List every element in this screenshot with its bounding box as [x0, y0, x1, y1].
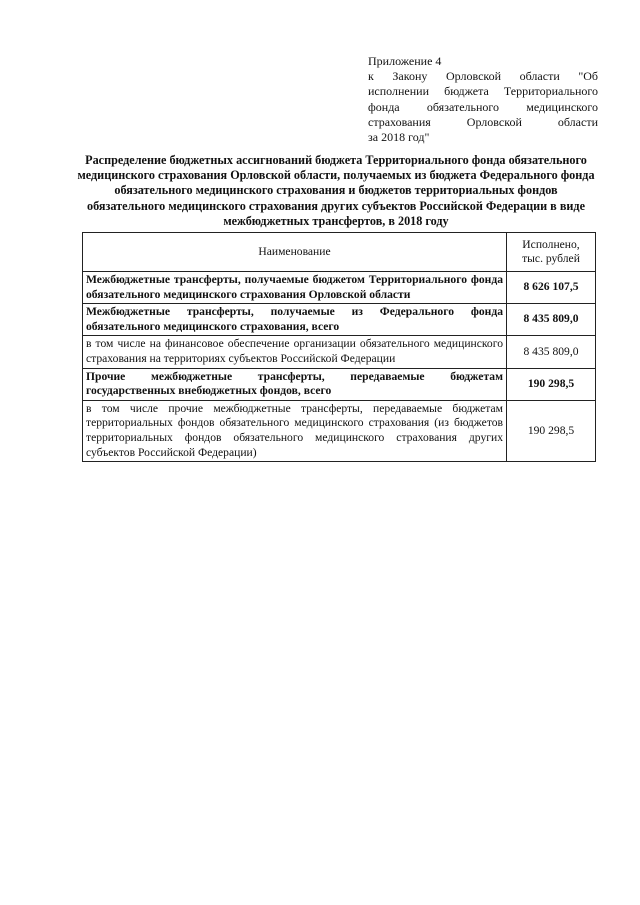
budget-table: [82, 232, 596, 462]
header-value-line: Исполнено,: [522, 238, 580, 251]
appendix-line: фонда обязательного медицинского: [368, 99, 598, 114]
table-row: [83, 336, 596, 368]
table-row: [83, 400, 596, 461]
appendix-line: страхования Орловской области: [368, 114, 598, 129]
appendix-note: [368, 54, 598, 145]
appendix-number: Приложение 4: [368, 54, 442, 68]
document-title: Распределение бюджетных ассигнований бюджета Территориального фонда обязательного медицинского страхования Орловской области, получаемых из бюджета Федерального фонда обязательного медицинского страхования и бюджетов территориальных фондов обязательного медицинского страхования других субъектов Российской Федерации в виде межбюджетных трансфертов, в 2018 году: [77, 153, 595, 228]
row-value: 8 435 809,0: [507, 336, 596, 368]
row-name: в том числе прочие межбюджетные трансферты, передаваемые бюджетам территориальных фондов обязательного медицинского страхования (из бюджетов территориальных фондов обязательного медицинского страхования других субъектов Российской Федерации): [83, 400, 507, 461]
row-value: 190 298,5: [507, 368, 596, 400]
header-value-line: тыс. рублей: [522, 252, 580, 265]
table-row: [83, 368, 596, 400]
appendix-line: исполнении бюджета Территориального: [368, 84, 598, 99]
row-name: в том числе на финансовое обеспечение организации обязательного медицинского страхования на территориях субъектов Российской Федерации: [83, 336, 507, 368]
row-value: 8 435 809,0: [507, 304, 596, 336]
table-row: [83, 304, 596, 336]
appendix-line: к Закону Орловской области "Об: [368, 69, 598, 84]
row-name: Межбюджетные трансферты, получаемые из Федерального фонда обязательного медицинского страхования, всего: [83, 304, 507, 336]
header-value: [507, 233, 596, 272]
row-value: 8 626 107,5: [507, 272, 596, 304]
header-name: Наименование: [83, 233, 507, 272]
table-header-row: [83, 233, 596, 272]
appendix-line: за 2018 год": [368, 130, 430, 145]
row-name: Прочие межбюджетные трансферты, передаваемые бюджетам государственных внебюджетных фондов, всего: [83, 368, 507, 400]
row-name: Межбюджетные трансферты, получаемые бюджетом Территориального фонда обязательного медицинского страхования Орловской области: [83, 272, 507, 304]
row-value: 190 298,5: [507, 400, 596, 461]
table-row: [83, 272, 596, 304]
